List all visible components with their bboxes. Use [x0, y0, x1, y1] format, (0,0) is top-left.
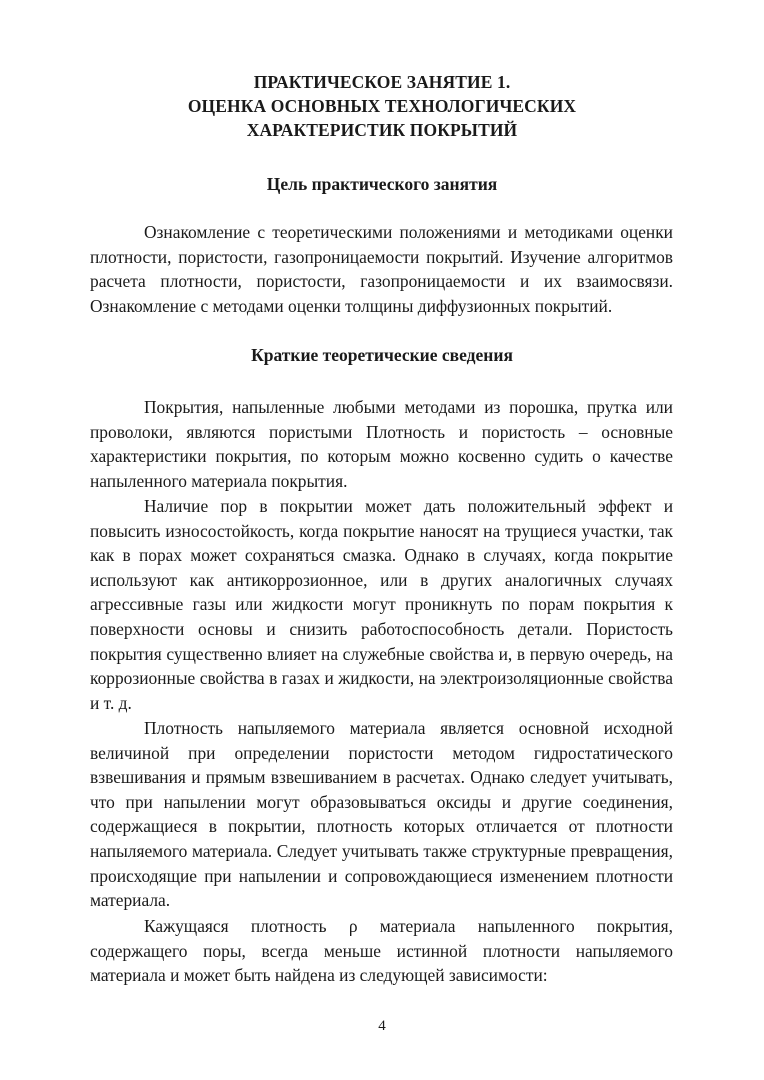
page-title	[90, 70, 674, 142]
theory-paragraph-4: Кажущаяся плотность ρ материала напыленного покрытия, содержащего поры, всегда меньше истинной плотности напыляемого материала и может быть найдена из следующей зависимости:	[90, 916, 673, 986]
theory-paragraph-1: Покрытия, напыленные любыми методами из порошка, прутка или проволоки, являются пористыми Плотность и пористость – основные характеристики покрытия, по которым можно косвенно судить о качестве напыленного материала покрытия.	[90, 397, 673, 491]
page-number: 4	[378, 1018, 386, 1034]
title-line-2: ОЦЕНКА ОСНОВНЫХ ТЕХНОЛОГИЧЕСКИХ	[187, 96, 577, 116]
title-line-1: ПРАКТИЧЕСКОЕ ЗАНЯТИЕ 1.	[253, 72, 511, 92]
goal-paragraph: Ознакомление с теоретическими положениями и методиками оценки плотности, пористости, газопроницаемости покрытий. Изучение алгоритмов расчета плотности, пористости, газопроницаемости и их взаимосвязи. Ознакомление с методами оценки толщины диффузионных покрытий.	[90, 222, 673, 316]
theory-heading: Краткие теоретические сведения	[251, 345, 513, 365]
title-line-3: ХАРАКТЕРИСТИК ПОКРЫТИЙ	[246, 120, 518, 140]
goal-heading: Цель практического занятия	[266, 174, 498, 194]
theory-paragraph-3: Плотность напыляемого материала является основной исходной величиной при определении пористости методом гидростатического взвешивания и прямым взвешиванием в расчетах. Однако следует учитывать, что при напылении могут образовываться оксиды и другие соединения, содержащиеся в покрытии, плотность которых отличается от плотности напыляемого материала. Следует учитывать также структурные превращения, происходящие при напылении и сопровождающиеся изменением плотности материала.	[90, 718, 673, 911]
theory-paragraph-2: Наличие пор в покрытии может дать положительный эффект и повысить износостойкость, когда покрытие наносят на трущиеся участки, так как в порах может сохраняться смазка. Однако в случаях, когда покрытие используют как антикоррозионное, или в других аналогичных случаях агрессивные газы или жидкости могут проникнуть по порам покрытия к поверхности основы и снизить работоспособность детали. Пористость покрытия существенно влияет на служебные свойства и, в первую очередь, на коррозионные свойства в газах и жидкости, на электроизоляционные свойства и т. д.	[90, 496, 673, 713]
